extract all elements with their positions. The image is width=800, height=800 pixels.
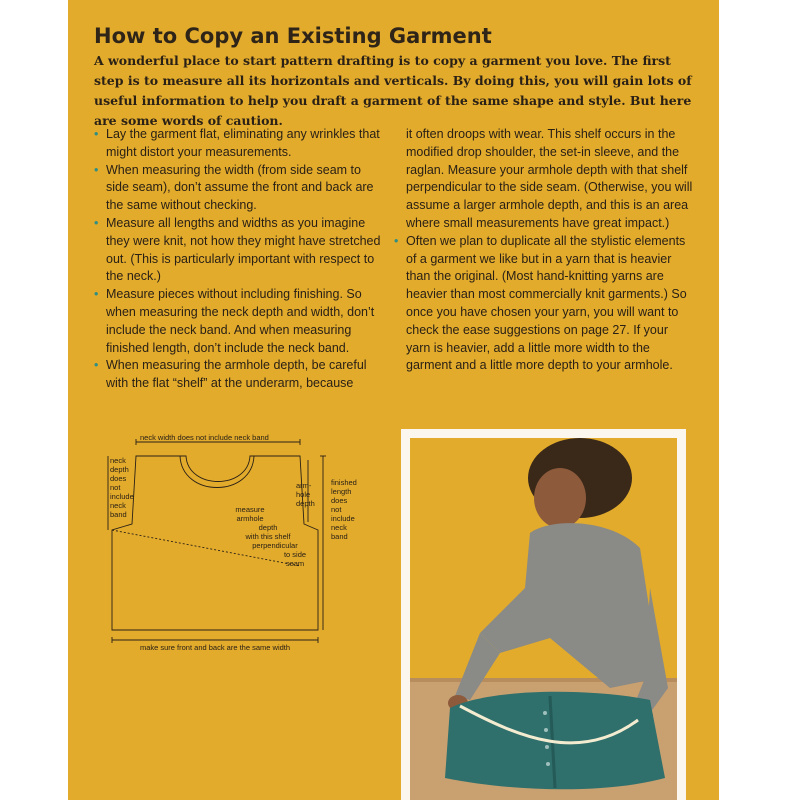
garment-measurement-diagram [100,430,370,655]
svg-text:not: not [110,483,121,492]
photo-frame [401,429,686,800]
neck-depth-label [110,456,134,519]
neck-width-label: neck width does not include neck band [140,433,269,442]
svg-text:finished: finished [331,478,357,487]
svg-text:depth: depth [296,499,315,508]
svg-text:to side: to side [283,550,307,559]
bottom-width-label: make sure front and back are the same width [139,643,291,652]
measure-armhole-label [235,505,306,568]
svg-text:does: does [331,496,348,505]
bullet-item: • Often we plan to duplicate all the stylistic elements of a garment we like but in a yarn that is heavier than the original. (Most hand-knitting yarns are heavier than most commercially knit garments.) So once you have chosen your yarn, you will want to check the ease suggestions on page 27. If your yarn is heavier, add a little more width to the garment and a little more depth to your armhole. [394,233,694,375]
svg-text:band: band [331,532,348,541]
svg-text:length: length [331,487,352,496]
svg-text:not: not [331,505,342,514]
svg-text:hole: hole [296,490,311,499]
svg-text:does: does [110,474,127,483]
svg-text:band: band [110,510,127,519]
svg-text:neck: neck [331,523,347,532]
measuring-garment-photo [410,438,677,800]
svg-text:neck: neck [110,501,126,510]
bullet-item: • When measuring the width (from side seam to side seam), don’t assume the front and back are the same without checking. [94,162,384,215]
left-column-list [94,126,384,393]
bullet-item: • When measuring the armhole depth, be careful with the flat “shelf” at the underarm, because [94,357,384,393]
bullet-item: • Measure all lengths and widths as you imagine they were knit, not how they might have stretched out. (This is particularly important with respect to the neck.) [94,215,384,286]
svg-text:seam: seam [285,559,305,568]
svg-text:perpendicular: perpendicular [252,541,298,550]
svg-text:depth: depth [258,523,278,532]
bullet-continuation: it often droops with wear. This shelf occurs in the modified drop shoulder, the set-in sleeve, and the raglan. Measure your armhole depth with that shelf perpendicular to the side seam. (Otherwise, you will assume a larger armhole depth, and this is an area where small measurements have great impact.) [406,127,693,230]
svg-text:arm-: arm- [296,481,312,490]
right-column-list [394,126,694,375]
page-title: How to Copy an Existing Garment [94,24,492,49]
intro-paragraph: A wonderful place to start pattern drafting is to copy a garment you love. The first step is to measure all its horizontals and verticals. By doing this, you will gain lots of useful information to help you draft a garment of the same shape and style. But here are some words of caution. [94,53,692,128]
svg-text:measure: measure [235,505,265,514]
svg-text:depth: depth [110,465,129,474]
bullet-item: • Measure pieces without including finishing. So when measuring the neck depth and width, don’t include the neck band. And when measuring finished length, don’t include the neck band. [94,286,384,357]
svg-text:include: include [331,514,355,523]
bullet-item: • Lay the garment flat, eliminating any wrinkles that might distort your measurements. [94,126,384,162]
finished-length-label [331,478,357,541]
svg-text:armhole: armhole [236,514,264,523]
svg-text:include: include [110,492,134,501]
svg-text:neck: neck [110,456,126,465]
svg-text:with this shelf: with this shelf [245,532,291,541]
armhole-depth-label [296,481,315,508]
